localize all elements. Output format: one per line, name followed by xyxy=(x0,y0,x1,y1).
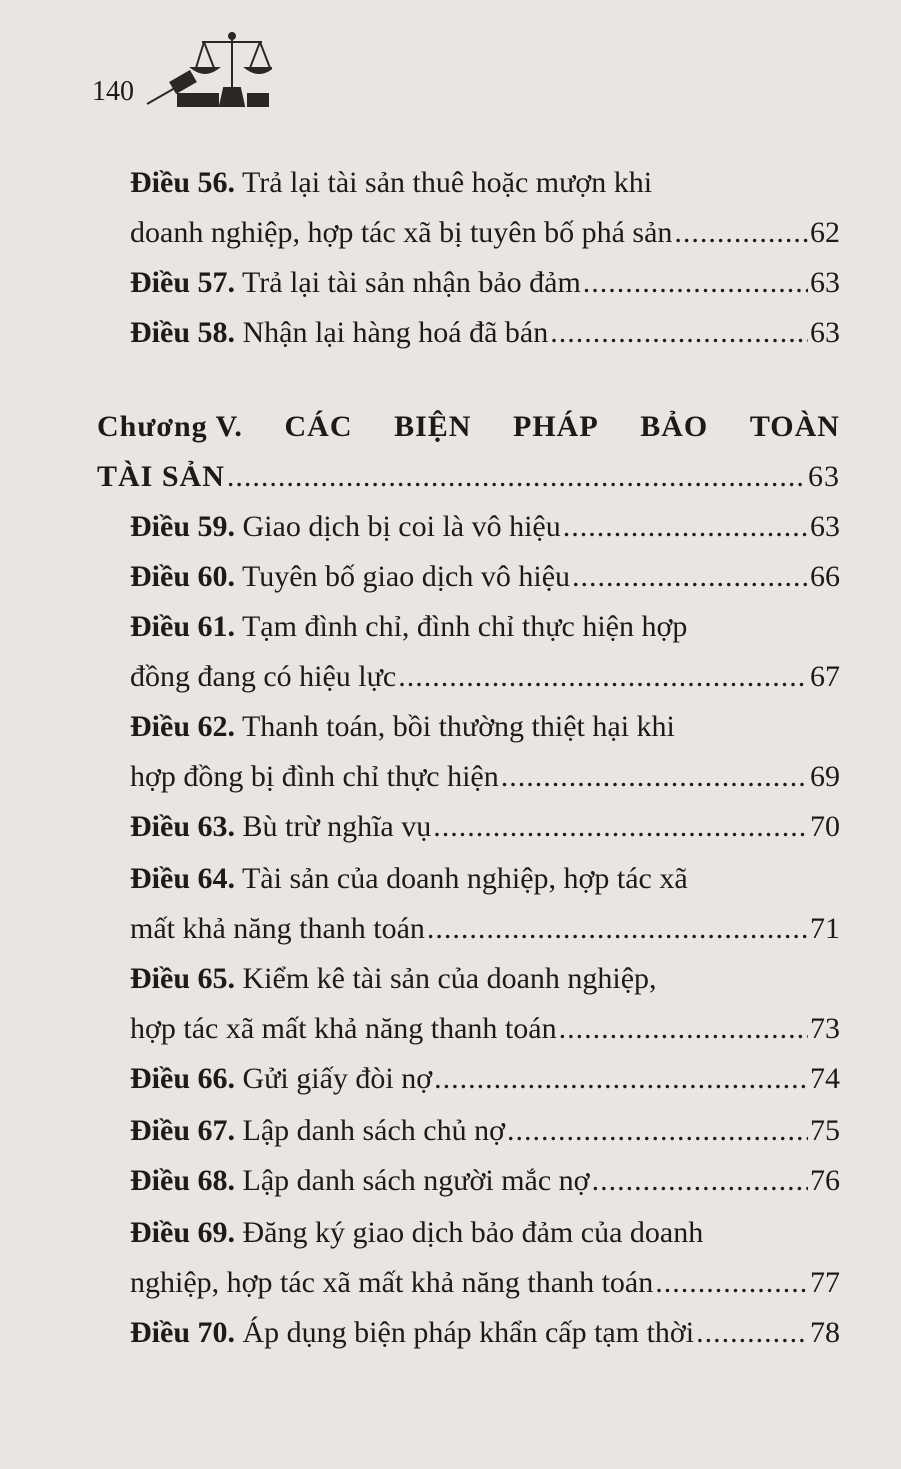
entry-page: 63 xyxy=(810,316,840,349)
entry-title-line: Lập danh sách người mắc nợ xyxy=(242,1164,590,1197)
chapter-title-word: TOÀN xyxy=(749,410,840,443)
entry-page: 62 xyxy=(810,216,840,249)
entry-title-line: doanh nghiệp, hợp tác xã bị tuyên bố phá sản xyxy=(130,216,673,249)
article-number: Điều 69. xyxy=(130,1216,235,1249)
toc-entry[interactable] xyxy=(130,1156,840,1206)
toc-entry[interactable] xyxy=(130,552,840,602)
chapter-title-word: BIỆN xyxy=(394,410,472,443)
entry-page: 63 xyxy=(810,266,840,299)
toc-entry[interactable] xyxy=(130,308,840,358)
chapter-label: Chương V. xyxy=(97,410,243,443)
scales-of-justice-with-gavel-icon xyxy=(142,28,272,113)
toc-entry[interactable] xyxy=(130,502,840,552)
entry-title-line: Bù trừ nghĩa vụ xyxy=(242,810,432,843)
toc-entry[interactable] xyxy=(130,602,840,702)
chapter-title-line: TÀI SẢN xyxy=(97,460,225,493)
entry-page: 75 xyxy=(810,1114,840,1147)
entry-page: 63 xyxy=(810,510,840,543)
entry-page: 76 xyxy=(810,1164,840,1197)
entry-title-line: hợp đồng bị đình chỉ thực hiện xyxy=(130,760,499,793)
article-number: Điều 63. xyxy=(130,810,235,843)
toc-entry[interactable] xyxy=(130,258,840,308)
entry-title-line: Trả lại tài sản nhận bảo đảm xyxy=(241,266,581,299)
entry-title-line: Áp dụng biện pháp khẩn cấp tạm thời xyxy=(242,1316,695,1349)
article-number: Điều 65. xyxy=(130,962,235,995)
chapter-title-word: PHÁP xyxy=(513,410,599,443)
entry-title-line: đồng đang có hiệu lực xyxy=(130,660,397,693)
chapter-title-word: BẢO xyxy=(640,410,709,443)
article-number: Điều 61. xyxy=(130,610,235,643)
entry-title-line: Giao dịch bị coi là vô hiệu xyxy=(242,510,561,543)
page-header xyxy=(92,28,292,113)
toc-entry[interactable] xyxy=(130,158,840,258)
entry-title-line: hợp tác xã mất khả năng thanh toán xyxy=(130,1012,557,1045)
article-number: Điều 60. xyxy=(130,560,235,593)
article-number: Điều 58. xyxy=(130,316,235,349)
entry-page: 70 xyxy=(810,810,840,843)
entry-title-line: Nhận lại hàng hoá đã bán xyxy=(242,316,549,349)
entry-page: 78 xyxy=(810,1316,840,1349)
article-number: Điều 56. xyxy=(130,166,235,199)
entry-title-line: Thanh toán, bồi thường thiệt hại khi xyxy=(241,710,675,743)
article-number: Điều 62. xyxy=(130,710,235,743)
chapter-page: 63 xyxy=(808,460,840,493)
entry-title-line: Gửi giấy đòi nợ xyxy=(242,1062,433,1095)
article-number: Điều 57. xyxy=(130,266,235,299)
toc-entry[interactable] xyxy=(130,854,840,954)
entry-title-line: Trả lại tài sản thuê hoặc mượn khi xyxy=(241,166,653,199)
entry-title-line: nghiệp, hợp tác xã mất khả năng thanh toán xyxy=(130,1266,654,1299)
toc-entry[interactable] xyxy=(130,1054,840,1104)
toc-entry[interactable] xyxy=(130,702,840,802)
entry-title-line: Tạm đình chỉ, đình chỉ thực hiện hợp xyxy=(241,610,688,643)
page-number: 140 xyxy=(92,76,134,107)
entry-title-line: Kiểm kê tài sản của doanh nghiệp, xyxy=(242,962,657,995)
chapter-title-word: CÁC xyxy=(284,410,353,443)
entry-page: 74 xyxy=(810,1062,840,1095)
entry-page: 67 xyxy=(810,660,840,693)
article-number: Điều 70. xyxy=(130,1316,235,1349)
article-number: Điều 59. xyxy=(130,510,235,543)
toc-entry[interactable] xyxy=(130,1208,840,1308)
article-number: Điều 66. xyxy=(130,1062,235,1095)
toc-entry[interactable] xyxy=(130,1106,840,1156)
article-number: Điều 68. xyxy=(130,1164,235,1197)
entry-page: 66 xyxy=(810,560,840,593)
toc-entry[interactable] xyxy=(130,954,840,1054)
toc-entry[interactable] xyxy=(130,802,840,852)
entry-page: 73 xyxy=(810,1012,840,1045)
entry-page: 69 xyxy=(810,760,840,793)
article-number: Điều 64. xyxy=(130,862,235,895)
entry-title-line: mất khả năng thanh toán xyxy=(130,912,425,945)
entry-title-line: Lập danh sách chủ nợ xyxy=(242,1114,505,1147)
chapter-heading[interactable] xyxy=(97,402,840,502)
entry-title-line: Đăng ký giao dịch bảo đảm của doanh xyxy=(242,1216,704,1249)
entry-page: 71 xyxy=(810,912,840,945)
entry-title-line: Tài sản của doanh nghiệp, hợp tác xã xyxy=(241,862,688,895)
article-number: Điều 67. xyxy=(130,1114,235,1147)
entry-title-line: Tuyên bố giao dịch vô hiệu xyxy=(241,560,571,593)
toc-entry[interactable] xyxy=(130,1308,840,1358)
entry-page: 77 xyxy=(810,1266,840,1299)
